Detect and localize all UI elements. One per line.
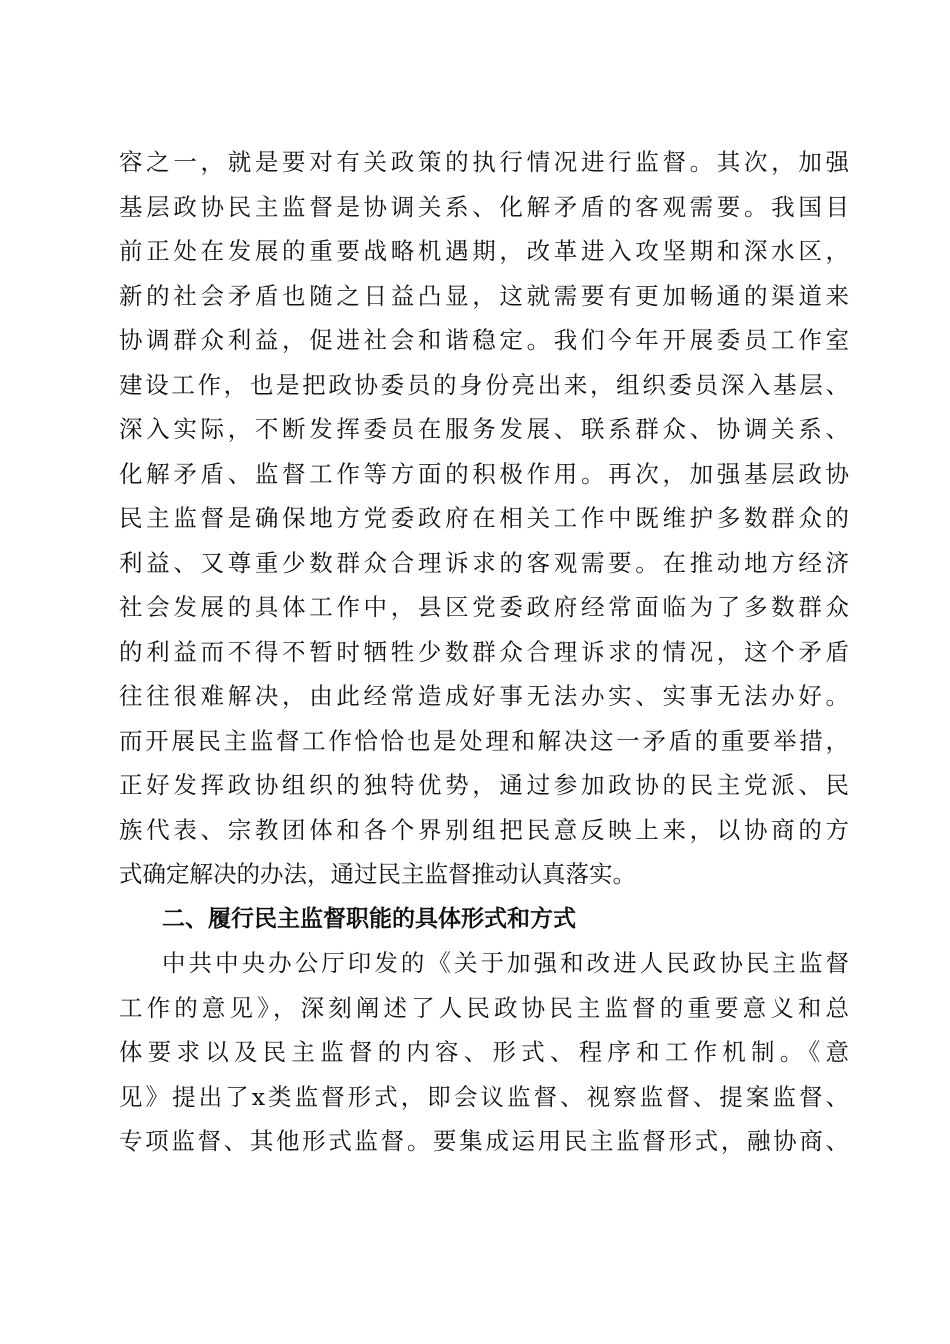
text-line: 式确定解决的办法，通过民主监督推动认真落实。 <box>119 860 636 888</box>
text-line: 工作的意见》，深刻阐述了人民政协民主监督的重要意义和总 <box>119 993 849 1022</box>
text-line: 前正处在发展的重要战略机遇期，改革进入攻坚期和深水区， <box>119 237 849 265</box>
text-line: 的利益而不得不暂时牺牲少数群众合理诉求的情况，这个矛盾 <box>119 637 849 666</box>
text-line: 基层政协民主监督是协调关系、化解矛盾的客观需要。我国目 <box>119 192 849 221</box>
text-line: 体要求以及民主监督的内容、形式、程序和工作机制。《意 <box>119 1038 849 1066</box>
text-line: 新的社会矛盾也随之日益凸显，这就需要有更加畅通的渠道来 <box>119 281 849 310</box>
text-line: 民主监督是确保地方党委政府在相关工作中既维护多数群众的 <box>119 504 849 532</box>
paragraph-1 <box>119 140 849 897</box>
paragraph-2 <box>119 941 849 1164</box>
text-line: 正好发挥政协组织的独特优势，通过参加政协的民主党派、民 <box>119 771 849 799</box>
text-line: 容之一，就是要对有关政策的执行情况进行监督。其次，加强 <box>119 148 849 176</box>
text-line: 见》提出了x类监督形式，即会议监督、视察监督、提案监督、 <box>119 1082 849 1111</box>
text-line: 中共中央办公厅印发的《关于加强和改进人民政协民主监督 <box>162 949 849 977</box>
text-line: 协调群众利益，促进社会和谐稳定。我们今年开展委员工作室 <box>119 326 849 354</box>
text-line: 深入实际，不断发挥委员在服务发展、联系群众、协调关系、 <box>119 415 849 443</box>
text-line: 专项监督、其他形式监督。要集成运用民主监督形式，融协商、 <box>119 1127 849 1155</box>
text-line: 化解矛盾、监督工作等方面的积极作用。再次，加强基层政协 <box>119 459 849 488</box>
text-line: 建设工作，也是把政协委员的身份亮出来，组织委员深入基层、 <box>119 370 849 399</box>
text-line: 利益、又尊重少数群众合理诉求的客观需要。在推动地方经济 <box>119 548 849 577</box>
text-line: 族代表、宗教团体和各个界别组把民意反映上来，以协商的方 <box>119 815 849 844</box>
text-line: 往往很难解决，由此经常造成好事无法办实、实事无法办好。 <box>119 682 849 710</box>
text-line: 而开展民主监督工作恰恰也是处理和解决这一矛盾的重要举措， <box>119 726 849 755</box>
document-body <box>119 140 849 1164</box>
section-heading: 二、履行民主监督职能的具体形式和方式 <box>162 905 576 932</box>
text-line: 社会发展的具体工作中，县区党委政府经常面临为了多数群众 <box>119 593 849 621</box>
